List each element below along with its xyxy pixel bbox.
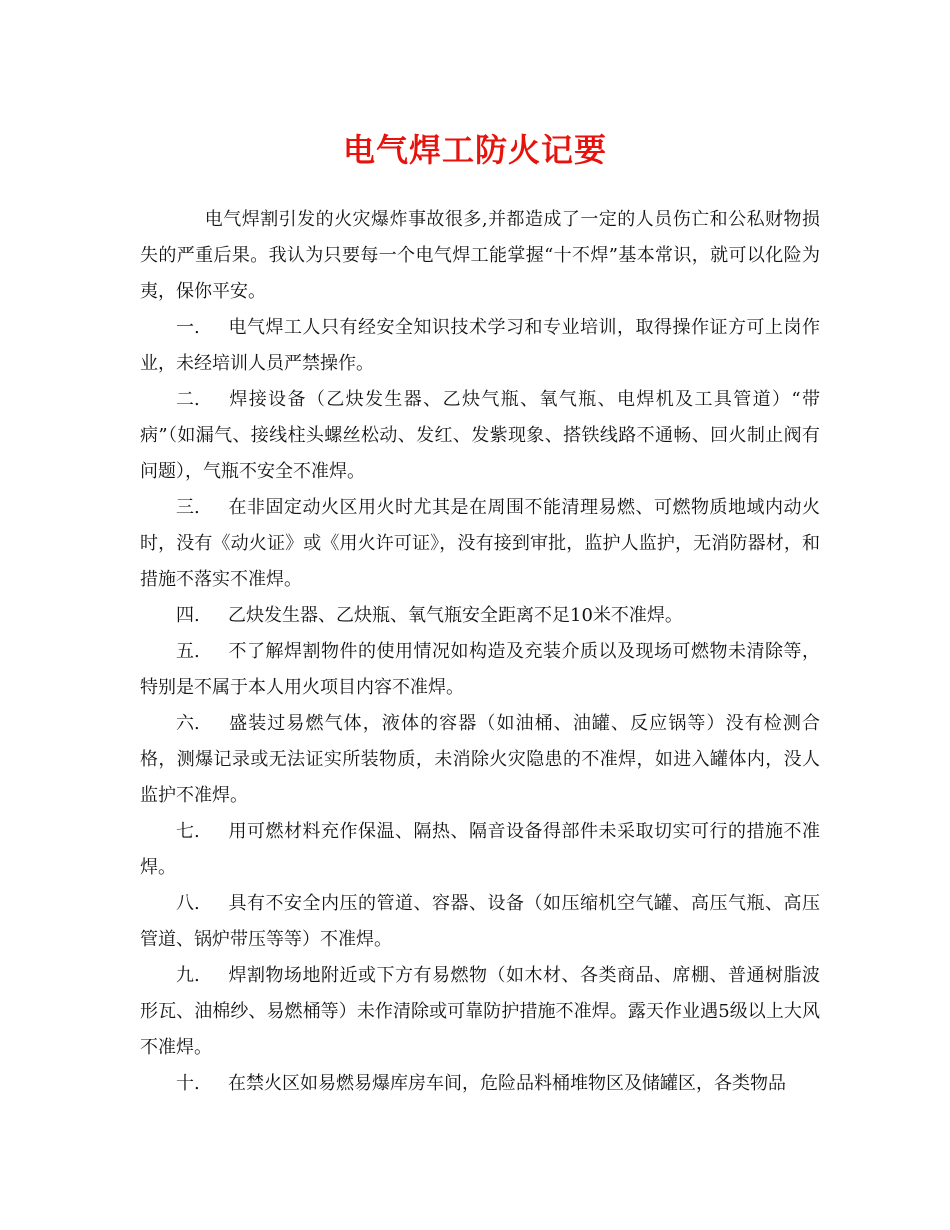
rule-text: 在禁火区如易燃易爆库房车间，危险品料桶堆物区及储罐区，各类物品 — [228, 1073, 786, 1094]
rule-text: 焊接设备（乙炔发生器、乙炔气瓶、氧气瓶、电焊机及工具管道）“带病”（如漏气、接线柱头螺丝松动、发红、发紫现象、搭铁线路不通畅、回火制止阀有问题），气瓶不安全不准焊。 — [140, 389, 820, 482]
rule-item-9 — [140, 958, 820, 1066]
rule-number: 八. — [176, 893, 200, 914]
intro-paragraph: 电气焊割引发的火灾爆炸事故很多,并都造成了一定的人员伤亡和公私财物损失的严重后果。我认为只要每一个电气焊工能掌握“十不焊”基本常识，就可以化险为夷，保你平安。 — [140, 209, 820, 302]
rule-item-5 — [140, 634, 820, 706]
rule-text: 不了解焊割物件的使用情况如构造及充装介质以及现场可燃物未清除等，特别是不属于本人用火项目内容不准焊。 — [140, 641, 820, 698]
rule-item-8 — [140, 886, 820, 958]
rule-text: 用可燃材料充作保温、隔热、隔音设备得部件未采取切实可行的措施不准焊。 — [140, 821, 820, 878]
rule-number: 二. — [176, 389, 200, 410]
rule-number: 三. — [176, 497, 200, 518]
rule-text: 乙炔发生器、乙炔瓶、氧气瓶安全距离不足10米不准焊。 — [228, 605, 683, 626]
rule-number: 七. — [176, 821, 200, 842]
rule-number: 四. — [176, 605, 200, 626]
document-body — [140, 202, 820, 1102]
rule-item-6 — [140, 706, 820, 814]
rule-number: 一. — [176, 317, 200, 338]
rule-number: 十. — [176, 1073, 200, 1094]
rule-item-7 — [140, 814, 820, 886]
document-title: 电气焊工防火记要 — [342, 131, 607, 169]
rule-text: 焊割物场地附近或下方有易燃物（如木材、各类商品、席棚、普通树脂波形瓦、油棉纱、易燃桶等）未作清除或可靠防护措施不准焊。露天作业遇5级以上大风不准焊。 — [140, 965, 820, 1058]
rule-number: 五. — [176, 641, 200, 662]
rule-number: 九. — [176, 965, 200, 986]
rule-item-1 — [140, 310, 820, 382]
rule-text: 在非固定动火区用火时尤其是在周围不能清理易燃、可燃物质地域内动火时，没有《动火证》或《用火许可证》，没有接到审批，监护人监护，无消防器材，和措施不落实不准焊。 — [140, 497, 820, 590]
rule-number: 六. — [176, 713, 200, 734]
rule-item-10 — [140, 1066, 820, 1102]
rule-item-4 — [140, 598, 820, 634]
rule-text: 盛装过易燃气体，液体的容器（如油桶、油罐、反应锅等）没有检测合格，测爆记录或无法证实所装物质，未消除火灾隐患的不准焊，如进入罐体内，没人监护不准焊。 — [140, 713, 820, 806]
rule-text: 具有不安全内压的管道、容器、设备（如压缩机空气罐、高压气瓶、高压管道、锅炉带压等等）不准焊。 — [140, 893, 820, 950]
rule-text: 电气焊工人只有经安全知识技术学习和专业培训，取得操作证方可上岗作业，未经培训人员严禁操作。 — [140, 317, 820, 374]
rule-item-2 — [140, 382, 820, 490]
rule-item-3 — [140, 490, 820, 598]
